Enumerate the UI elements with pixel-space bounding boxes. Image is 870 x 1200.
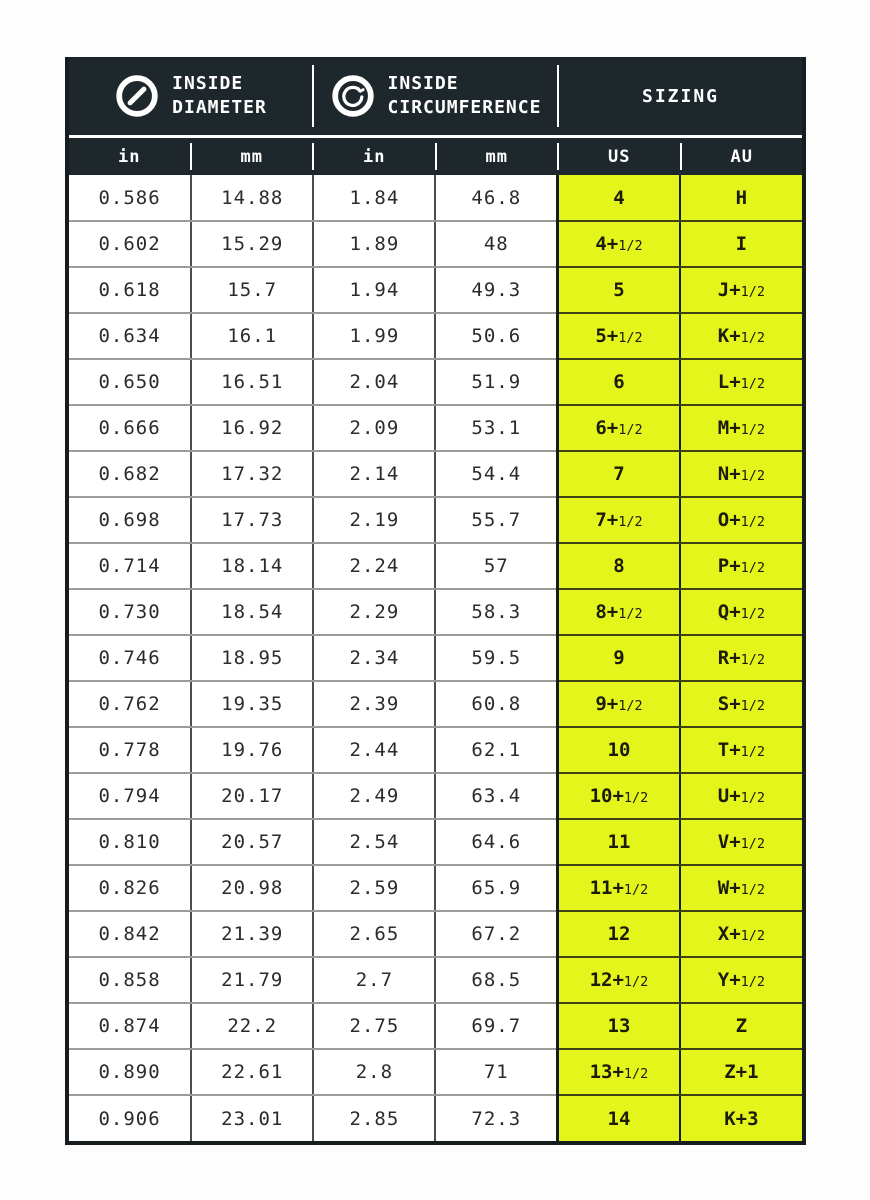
size-value-main: 10+ xyxy=(589,785,624,807)
cell-diameter-in: 0.826 xyxy=(69,865,191,911)
cell-size-au xyxy=(680,313,802,359)
size-value-fraction: 1/2 xyxy=(740,974,766,990)
cell-size-us xyxy=(558,405,680,451)
table-row xyxy=(69,267,802,313)
cell-diameter-mm: 14.88 xyxy=(191,175,313,221)
cell-size-us xyxy=(558,635,680,681)
cell-diameter-mm: 18.14 xyxy=(191,543,313,589)
cell-size-us xyxy=(558,1003,680,1049)
cell-size-us xyxy=(558,359,680,405)
cell-size-au xyxy=(680,175,802,221)
cell-size-us xyxy=(558,1095,680,1141)
cell-size-au xyxy=(680,267,802,313)
size-value-main: 6+ xyxy=(595,417,619,439)
size-value-fraction: 1/2 xyxy=(740,330,766,346)
size-value-fraction: 1/2 xyxy=(740,928,766,944)
table-row xyxy=(69,1049,802,1095)
cell-circumference-in: 1.84 xyxy=(313,175,435,221)
cell-circumference-in: 2.24 xyxy=(313,543,435,589)
size-value-main: 11+ xyxy=(589,877,624,899)
cell-circumference-mm: 60.8 xyxy=(435,681,557,727)
cell-size-us xyxy=(558,221,680,267)
table-row xyxy=(69,773,802,819)
cell-circumference-mm: 68.5 xyxy=(435,957,557,1003)
diameter-icon xyxy=(114,73,160,119)
size-value-main: Z+1 xyxy=(724,1061,759,1083)
size-value-fraction: 1/2 xyxy=(618,330,643,346)
size-value-main: T+ xyxy=(717,739,741,761)
size-value-main: P+ xyxy=(717,555,741,577)
unit-header-diameter-in: in xyxy=(118,146,141,167)
cell-diameter-mm: 18.54 xyxy=(191,589,313,635)
size-value-main: 7+ xyxy=(595,509,619,531)
size-value-main: 12+ xyxy=(589,969,624,991)
table-row xyxy=(69,175,802,221)
size-value-main: 13+ xyxy=(589,1061,624,1083)
size-value-fraction: 1/2 xyxy=(618,606,643,622)
unit-header-circumference-in: in xyxy=(363,146,386,167)
unit-header-row xyxy=(69,138,802,175)
cell-size-au xyxy=(680,221,802,267)
cell-circumference-in: 1.89 xyxy=(313,221,435,267)
cell-circumference-mm: 63.4 xyxy=(435,773,557,819)
cell-size-au xyxy=(680,405,802,451)
cell-size-us xyxy=(558,589,680,635)
cell-diameter-in: 0.794 xyxy=(69,773,191,819)
cell-diameter-mm: 16.51 xyxy=(191,359,313,405)
circumference-icon xyxy=(330,73,376,119)
cell-diameter-in: 0.666 xyxy=(69,405,191,451)
table-row xyxy=(69,1095,802,1141)
table-row xyxy=(69,405,802,451)
cell-diameter-in: 0.586 xyxy=(69,175,191,221)
size-value-fraction: 1/2 xyxy=(740,422,766,438)
cell-circumference-mm: 50.6 xyxy=(435,313,557,359)
table-row xyxy=(69,681,802,727)
cell-size-us xyxy=(558,865,680,911)
cell-diameter-in: 0.762 xyxy=(69,681,191,727)
cell-size-us xyxy=(558,497,680,543)
cell-diameter-mm: 18.95 xyxy=(191,635,313,681)
cell-size-au xyxy=(680,589,802,635)
cell-size-au xyxy=(680,543,802,589)
table-row xyxy=(69,635,802,681)
table-row xyxy=(69,221,802,267)
size-value-main: U+ xyxy=(717,785,741,807)
cell-size-us xyxy=(558,1049,680,1095)
size-value-main: S+ xyxy=(717,693,741,715)
cell-size-us xyxy=(558,451,680,497)
cell-diameter-in: 0.602 xyxy=(69,221,191,267)
header-group-row xyxy=(69,57,802,135)
cell-diameter-mm: 20.57 xyxy=(191,819,313,865)
cell-diameter-in: 0.682 xyxy=(69,451,191,497)
cell-circumference-mm: 49.3 xyxy=(435,267,557,313)
cell-circumference-in: 2.44 xyxy=(313,727,435,773)
size-value-fraction: 1/2 xyxy=(618,238,643,254)
size-value-main: 10 xyxy=(607,739,631,761)
cell-circumference-mm: 57 xyxy=(435,543,557,589)
cell-circumference-mm: 72.3 xyxy=(435,1095,557,1141)
cell-diameter-in: 0.618 xyxy=(69,267,191,313)
table-body xyxy=(69,175,802,1141)
cell-circumference-mm: 71 xyxy=(435,1049,557,1095)
size-value-fraction: 1/2 xyxy=(623,790,649,806)
table-row xyxy=(69,865,802,911)
size-table xyxy=(69,175,802,1141)
cell-circumference-mm: 69.7 xyxy=(435,1003,557,1049)
cell-diameter-in: 0.842 xyxy=(69,911,191,957)
size-value-fraction: 1/2 xyxy=(623,974,649,990)
unit-header-au: AU xyxy=(730,146,753,167)
cell-circumference-mm: 48 xyxy=(435,221,557,267)
cell-circumference-in: 2.14 xyxy=(313,451,435,497)
table-row xyxy=(69,313,802,359)
cell-diameter-mm: 20.17 xyxy=(191,773,313,819)
cell-size-au xyxy=(680,635,802,681)
cell-circumference-mm: 65.9 xyxy=(435,865,557,911)
cell-circumference-mm: 62.1 xyxy=(435,727,557,773)
size-value-fraction: 1/2 xyxy=(740,606,766,622)
size-value-fraction: 1/2 xyxy=(740,468,766,484)
unit-header-circumference-mm: mm xyxy=(485,146,508,167)
cell-size-us xyxy=(558,267,680,313)
cell-size-us xyxy=(558,911,680,957)
cell-diameter-in: 0.714 xyxy=(69,543,191,589)
cell-size-us xyxy=(558,681,680,727)
cell-diameter-in: 0.906 xyxy=(69,1095,191,1141)
size-value-main: 4 xyxy=(613,186,625,209)
cell-diameter-mm: 17.73 xyxy=(191,497,313,543)
size-value-fraction: 1/2 xyxy=(623,1066,649,1082)
cell-diameter-mm: 23.01 xyxy=(191,1095,313,1141)
cell-diameter-mm: 19.35 xyxy=(191,681,313,727)
cell-diameter-mm: 22.2 xyxy=(191,1003,313,1049)
size-value-main: I xyxy=(735,233,748,255)
cell-circumference-mm: 58.3 xyxy=(435,589,557,635)
inside-diameter-label: INSIDE DIAMETER xyxy=(172,72,267,118)
ring-size-table xyxy=(65,57,806,1145)
cell-circumference-in: 2.65 xyxy=(313,911,435,957)
size-value-main: 8 xyxy=(613,555,625,577)
size-value-fraction: 1/2 xyxy=(623,882,649,898)
size-value-main: N+ xyxy=(717,463,741,485)
cell-size-us xyxy=(558,819,680,865)
cell-circumference-in: 1.94 xyxy=(313,267,435,313)
cell-diameter-mm: 16.1 xyxy=(191,313,313,359)
sizing-label: SIZING xyxy=(641,85,720,107)
cell-circumference-mm: 67.2 xyxy=(435,911,557,957)
cell-size-au xyxy=(680,773,802,819)
size-value-fraction: 1/2 xyxy=(740,560,766,576)
table-row xyxy=(69,589,802,635)
cell-size-au xyxy=(680,681,802,727)
cell-diameter-in: 0.890 xyxy=(69,1049,191,1095)
cell-circumference-in: 2.19 xyxy=(313,497,435,543)
size-value-fraction: 1/2 xyxy=(618,514,643,530)
cell-size-au xyxy=(680,1049,802,1095)
cell-circumference-in: 2.34 xyxy=(313,635,435,681)
cell-circumference-in: 2.85 xyxy=(313,1095,435,1141)
table-row xyxy=(69,911,802,957)
cell-size-au xyxy=(680,1003,802,1049)
cell-diameter-in: 0.650 xyxy=(69,359,191,405)
size-value-main: 6 xyxy=(613,371,625,393)
cell-diameter-mm: 17.32 xyxy=(191,451,313,497)
size-value-fraction: 1/2 xyxy=(740,652,766,668)
size-value-fraction: 1/2 xyxy=(740,882,766,898)
cell-diameter-mm: 16.92 xyxy=(191,405,313,451)
cell-diameter-in: 0.698 xyxy=(69,497,191,543)
cell-diameter-in: 0.874 xyxy=(69,1003,191,1049)
cell-size-au xyxy=(680,359,802,405)
cell-circumference-in: 1.99 xyxy=(313,313,435,359)
cell-diameter-in: 0.634 xyxy=(69,313,191,359)
cell-size-us xyxy=(558,175,680,221)
size-value-fraction: 1/2 xyxy=(740,376,766,392)
cell-circumference-mm: 51.9 xyxy=(435,359,557,405)
size-value-main: 13 xyxy=(607,1015,631,1037)
table-row xyxy=(69,359,802,405)
size-value-main: Y+ xyxy=(717,969,741,991)
header-inside-diameter xyxy=(69,57,312,135)
cell-diameter-mm: 20.98 xyxy=(191,865,313,911)
cell-circumference-in: 2.59 xyxy=(313,865,435,911)
size-value-main: Q+ xyxy=(717,601,741,623)
size-value-main: 12 xyxy=(607,923,631,945)
cell-size-au xyxy=(680,497,802,543)
cell-circumference-in: 2.54 xyxy=(313,819,435,865)
cell-diameter-in: 0.746 xyxy=(69,635,191,681)
cell-size-au xyxy=(680,727,802,773)
table-row xyxy=(69,957,802,1003)
table-header xyxy=(69,57,802,175)
cell-circumference-in: 2.04 xyxy=(313,359,435,405)
cell-circumference-mm: 64.6 xyxy=(435,819,557,865)
cell-circumference-mm: 46.8 xyxy=(435,175,557,221)
table-row xyxy=(69,727,802,773)
cell-size-us xyxy=(558,957,680,1003)
table-row xyxy=(69,819,802,865)
size-value-main: 11 xyxy=(607,831,631,853)
cell-diameter-mm: 21.79 xyxy=(191,957,313,1003)
size-value-fraction: 1/2 xyxy=(740,284,766,300)
table-row xyxy=(69,1003,802,1049)
cell-diameter-mm: 15.7 xyxy=(191,267,313,313)
inside-circumference-label: INSIDE CIRCUMFERENCE xyxy=(387,72,542,118)
table-row xyxy=(69,497,802,543)
size-value-main: K+ xyxy=(717,325,741,347)
size-value-main: 7 xyxy=(613,463,625,485)
cell-diameter-in: 0.730 xyxy=(69,589,191,635)
size-value-fraction: 1/2 xyxy=(740,514,766,530)
cell-size-us xyxy=(558,313,680,359)
size-value-main: Z xyxy=(735,1015,748,1037)
size-value-main: 9+ xyxy=(595,693,619,715)
size-value-main: K+3 xyxy=(724,1107,759,1130)
size-value-fraction: 1/2 xyxy=(740,836,766,852)
cell-size-us xyxy=(558,773,680,819)
size-value-main: J+ xyxy=(717,279,741,301)
cell-size-au xyxy=(680,1095,802,1141)
size-value-fraction: 1/2 xyxy=(618,422,643,438)
cell-circumference-in: 2.09 xyxy=(313,405,435,451)
size-value-main: H xyxy=(735,186,748,209)
size-value-main: O+ xyxy=(717,509,741,531)
size-value-main: V+ xyxy=(717,831,741,853)
cell-size-au xyxy=(680,911,802,957)
cell-circumference-in: 2.7 xyxy=(313,957,435,1003)
size-value-main: X+ xyxy=(717,923,741,945)
table-row xyxy=(69,451,802,497)
cell-size-au xyxy=(680,957,802,1003)
cell-diameter-in: 0.858 xyxy=(69,957,191,1003)
size-value-main: 9 xyxy=(613,647,625,669)
size-value-main: 8+ xyxy=(595,601,619,623)
cell-size-us xyxy=(558,727,680,773)
cell-circumference-mm: 59.5 xyxy=(435,635,557,681)
cell-size-au xyxy=(680,865,802,911)
cell-circumference-in: 2.8 xyxy=(313,1049,435,1095)
unit-header-us: US xyxy=(608,146,631,167)
cell-circumference-mm: 53.1 xyxy=(435,405,557,451)
cell-diameter-mm: 19.76 xyxy=(191,727,313,773)
header-sizing xyxy=(559,57,802,135)
cell-size-us xyxy=(558,543,680,589)
cell-circumference-in: 2.39 xyxy=(313,681,435,727)
cell-circumference-mm: 55.7 xyxy=(435,497,557,543)
cell-size-au xyxy=(680,451,802,497)
cell-diameter-mm: 15.29 xyxy=(191,221,313,267)
table-row xyxy=(69,543,802,589)
cell-circumference-mm: 54.4 xyxy=(435,451,557,497)
cell-diameter-mm: 22.61 xyxy=(191,1049,313,1095)
cell-circumference-in: 2.49 xyxy=(313,773,435,819)
size-value-main: 4+ xyxy=(595,233,619,255)
size-value-main: M+ xyxy=(717,417,741,439)
size-value-fraction: 1/2 xyxy=(740,744,766,760)
size-value-main: 5+ xyxy=(595,325,619,347)
size-value-fraction: 1/2 xyxy=(618,698,643,714)
cell-diameter-in: 0.810 xyxy=(69,819,191,865)
size-value-main: 5 xyxy=(613,279,625,301)
size-value-main: R+ xyxy=(717,647,741,669)
cell-diameter-mm: 21.39 xyxy=(191,911,313,957)
size-value-main: 14 xyxy=(607,1107,631,1130)
cell-size-au xyxy=(680,819,802,865)
size-value-main: L+ xyxy=(717,371,741,393)
unit-header-diameter-mm: mm xyxy=(240,146,263,167)
header-inside-circumference xyxy=(314,57,557,135)
size-value-fraction: 1/2 xyxy=(740,698,766,714)
size-value-main: W+ xyxy=(717,877,741,899)
cell-circumference-in: 2.29 xyxy=(313,589,435,635)
cell-diameter-in: 0.778 xyxy=(69,727,191,773)
size-value-fraction: 1/2 xyxy=(740,790,766,806)
cell-circumference-in: 2.75 xyxy=(313,1003,435,1049)
